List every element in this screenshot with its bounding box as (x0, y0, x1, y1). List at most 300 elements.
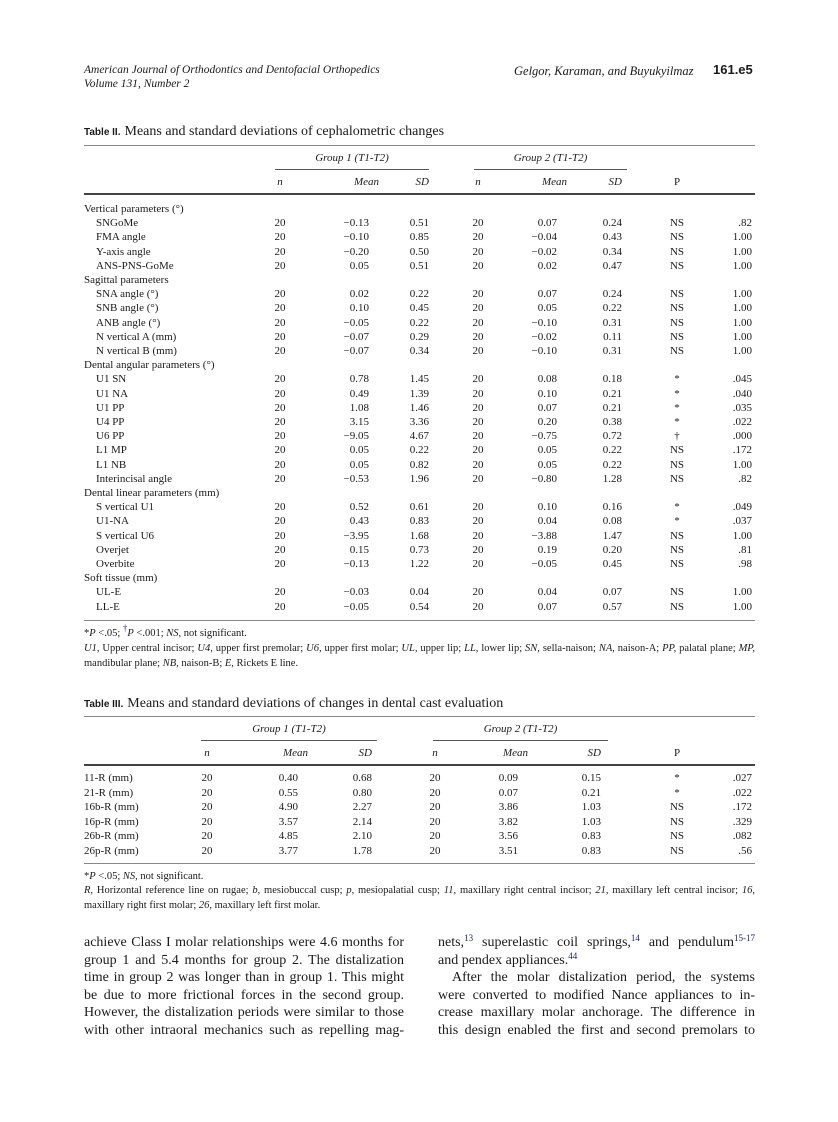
mean-g1-cell: −0.10 (343, 231, 369, 244)
p-value-cell: .040 (732, 387, 752, 400)
row-label: FMA angle (96, 231, 146, 244)
p-value-cell: 1.00 (732, 345, 752, 357)
n-g1-cell: 20 (274, 387, 286, 400)
table-row (0, 345, 838, 359)
table-row (0, 231, 838, 245)
table3-group1-header: Group 1 (T1-T2) (252, 723, 326, 735)
text-run: naison-A; (614, 643, 663, 654)
p-value-cell: .172 (732, 801, 752, 814)
n-g1-cell: 20 (274, 231, 286, 244)
text-run: palatal plane; (676, 643, 739, 654)
text-line (438, 1022, 755, 1040)
p-value-cell: 1.00 (732, 458, 752, 471)
table-row (0, 801, 838, 815)
n-g2-cell: 20 (472, 430, 484, 443)
p-value-cell: 1.00 (732, 259, 752, 272)
n-g1-cell: 20 (274, 316, 286, 329)
n-g1-cell: 20 (274, 458, 286, 471)
mean-g2-cell: 0.08 (537, 373, 557, 386)
significance-cell: NS (669, 316, 685, 329)
text-run: NA, (598, 643, 615, 654)
superscript: 14 (630, 933, 640, 943)
text-run: * (84, 628, 90, 639)
text-run: maxillary left central incisor; (608, 885, 742, 896)
text-run: 16, (741, 885, 755, 896)
mean-g2-cell: 0.05 (537, 302, 557, 315)
sd-g1-cell: 1.78 (352, 845, 372, 857)
mean-g2-cell: −0.75 (531, 430, 557, 443)
row-label: N vertical B (mm) (96, 345, 177, 357)
n-g2-cell: 20 (472, 259, 484, 272)
sd-g1-cell: 3.36 (409, 416, 429, 428)
mean-g2-cell: 3.86 (498, 801, 518, 814)
significance-cell: NS (669, 558, 685, 570)
sd-g1-cell: 0.80 (352, 786, 372, 799)
table-row (0, 459, 838, 473)
table3-col-sd-g2: SD (587, 747, 601, 759)
table-section-row (0, 359, 838, 373)
row-label: U4 PP (96, 416, 125, 428)
table3-col-sd-g1: SD (358, 747, 372, 759)
n-g2-cell: 20 (472, 515, 484, 528)
row-label: SNB angle (°) (96, 302, 159, 315)
text-run: UL, (401, 643, 418, 654)
mean-g2-cell: 0.09 (498, 772, 518, 784)
sd-g1-cell: 0.73 (409, 543, 429, 556)
sd-g1-cell: 2.27 (352, 801, 372, 814)
row-label: U1 NA (96, 387, 129, 400)
authors: Gelgor, Karaman, and Buyukyilmaz (514, 64, 694, 78)
n-g1-cell: 20 (274, 259, 286, 272)
text-run: and pendex appliances. (438, 952, 569, 968)
table2-col-mean-g2: Mean (541, 176, 567, 188)
significance-cell: NS (669, 815, 685, 828)
significance-cell: NS (669, 600, 685, 613)
table2-footnote-significance (84, 623, 247, 641)
mean-g1-cell: 4.90 (278, 801, 298, 814)
section-label: Vertical parameters (°) (84, 203, 184, 215)
row-label: SNGoMe (96, 217, 139, 230)
body-column-right (438, 934, 755, 1040)
n-g2-cell: 20 (429, 772, 441, 784)
sd-g1-cell: 0.34 (409, 345, 429, 357)
mean-g1-cell: 0.05 (349, 444, 369, 457)
significance-cell: NS (669, 217, 685, 230)
sd-g1-cell: 0.51 (409, 217, 429, 230)
table-section-row (0, 572, 838, 586)
text-run: 21, (595, 885, 609, 896)
text-run: upper first molar; (321, 643, 402, 654)
sd-g1-cell: 0.68 (352, 772, 372, 784)
table2-col-mean-g1: Mean (353, 176, 379, 188)
sd-g2-cell: 0.22 (602, 444, 622, 457)
sd-g1-cell: 2.14 (352, 815, 372, 828)
text-run: crease maxillary molar anchorage. The difference in (438, 1005, 755, 1021)
significance-cell: * (674, 416, 680, 428)
text-run: group 1 and 5.4 months for group 2. The distalization (84, 952, 404, 968)
mean-g1-cell: 0.02 (349, 288, 369, 301)
table-row (0, 260, 838, 274)
text-line (84, 1004, 404, 1022)
text-run: superelastic coil springs, (473, 935, 631, 950)
text-run: achieve Class I molar relationships were 4.6 months for (84, 935, 404, 950)
mean-g1-cell: 1.08 (349, 401, 369, 414)
text-run: MP, (738, 643, 755, 654)
row-label: 26b-R (mm) (84, 830, 139, 843)
table2-title: Means and standard deviations of cephalometric changes (124, 124, 445, 139)
p-value-cell: .81 (738, 543, 752, 556)
sd-g1-cell: 2.10 (352, 830, 372, 843)
p-value-cell: .022 (732, 786, 752, 799)
table2-top-rule (84, 145, 755, 146)
text-run: nets, (438, 935, 465, 950)
n-g1-cell: 20 (201, 786, 213, 799)
text-run: R, (84, 885, 94, 896)
p-value-cell: .82 (738, 217, 752, 230)
sd-g1-cell: 1.96 (409, 472, 429, 485)
n-g2-cell: 20 (429, 801, 441, 814)
n-g2-cell: 20 (472, 458, 484, 471)
sd-g2-cell: 0.20 (602, 543, 622, 556)
p-value-cell: .98 (738, 558, 752, 570)
sd-g1-cell: 0.61 (409, 501, 429, 514)
n-g1-cell: 20 (274, 600, 286, 613)
table2-col-n-g1: n (277, 176, 283, 188)
sd-g2-cell: 0.08 (602, 515, 622, 528)
significance-cell: * (674, 772, 680, 784)
sd-g2-cell: 0.22 (602, 458, 622, 471)
text-run: However, the distalization periods were similar to those (84, 1005, 404, 1021)
n-g2-cell: 20 (472, 543, 484, 556)
table3-footnote-abbreviations (84, 883, 755, 913)
mean-g2-cell: 3.82 (498, 815, 518, 828)
significance-cell: NS (669, 259, 685, 272)
mean-g1-cell: 4.85 (278, 830, 298, 843)
sd-g2-cell: 0.47 (602, 259, 622, 272)
n-g1-cell: 20 (201, 801, 213, 814)
text-run: 26, (198, 900, 213, 911)
table-row (0, 830, 838, 844)
text-run: not significant. (181, 628, 247, 639)
n-g2-cell: 20 (472, 245, 484, 258)
p-value-cell: 1.00 (732, 245, 752, 258)
text-run: b, (252, 885, 261, 896)
n-g2-cell: 20 (429, 830, 441, 843)
row-label: Overbite (96, 558, 135, 570)
sd-g2-cell: 0.38 (602, 416, 622, 428)
row-label: ANS-PNS-GoMe (96, 259, 174, 272)
table2-col-n-g2: n (475, 176, 481, 188)
n-g2-cell: 20 (472, 401, 484, 414)
text-run: P (89, 628, 96, 639)
row-label: Overjet (96, 543, 129, 556)
table-row (0, 288, 838, 302)
table-row (0, 772, 838, 786)
n-g2-cell: 20 (472, 600, 484, 613)
text-run: 11, (443, 885, 457, 896)
sd-g2-cell: 0.83 (581, 845, 601, 857)
sd-g2-cell: 0.22 (602, 302, 622, 315)
significance-cell: NS (669, 330, 685, 343)
sd-g2-cell: 0.21 (602, 401, 622, 414)
n-g1-cell: 20 (274, 416, 286, 428)
table3-col-n-g2: n (432, 747, 438, 759)
table-row (0, 544, 838, 558)
table-row (0, 444, 838, 458)
significance-cell: NS (669, 845, 685, 857)
p-value-cell: 1.00 (732, 231, 752, 244)
sd-g2-cell: 1.03 (581, 815, 601, 828)
p-value-cell: .035 (732, 401, 752, 414)
mean-g1-cell: 0.10 (349, 302, 369, 315)
significance-cell: NS (669, 288, 685, 301)
significance-cell: NS (669, 543, 685, 556)
mean-g1-cell: 3.77 (278, 845, 298, 857)
significance-cell: * (674, 373, 680, 386)
row-label: 26p-R (mm) (84, 845, 139, 857)
text-run: PP, (662, 643, 677, 654)
table2-group2-underline (474, 169, 627, 170)
text-run: U6, (306, 643, 322, 654)
mean-g2-cell: 0.19 (537, 543, 557, 556)
row-label: LL-E (96, 600, 120, 613)
mean-g2-cell: 0.07 (537, 600, 557, 613)
mean-g2-cell: −0.04 (531, 231, 557, 244)
table2-group1-header: Group 1 (T1-T2) (315, 152, 389, 164)
sd-g2-cell: 0.24 (602, 217, 622, 230)
n-g1-cell: 20 (274, 288, 286, 301)
mean-g2-cell: −0.10 (531, 316, 557, 329)
p-value-cell: .56 (738, 845, 752, 857)
text-line (438, 934, 755, 952)
text-run: upper lip; (417, 643, 465, 654)
text-run: not significant. (137, 871, 204, 882)
text-run: After the molar distalization period, the systems (438, 970, 755, 986)
p-value-cell: .049 (732, 501, 752, 514)
table-row (0, 530, 838, 544)
table2-col-p: P (673, 176, 681, 188)
text-run: p, (346, 885, 355, 896)
sd-g2-cell: 0.34 (602, 245, 622, 258)
n-g2-cell: 20 (472, 558, 484, 570)
mean-g2-cell: 0.07 (498, 786, 518, 799)
significance-cell: NS (669, 302, 685, 315)
n-g2-cell: 20 (472, 302, 484, 315)
table-row (0, 430, 838, 444)
mean-g1-cell: −0.07 (343, 345, 369, 357)
n-g2-cell: 20 (472, 288, 484, 301)
text-run: P (89, 871, 96, 882)
table2-label: Table II. (84, 127, 121, 138)
sd-g1-cell: 1.46 (409, 401, 429, 414)
sd-g2-cell: 0.45 (602, 558, 622, 570)
mean-g1-cell: 0.55 (278, 786, 298, 799)
sd-g1-cell: 0.50 (409, 245, 429, 258)
mean-g2-cell: −0.80 (531, 472, 557, 485)
mean-g2-cell: 0.02 (537, 259, 557, 272)
p-value-cell: 1.00 (732, 330, 752, 343)
text-run: NS, (166, 628, 182, 639)
p-value-cell: .82 (738, 472, 752, 485)
text-line (438, 952, 755, 970)
text-run: NB, (162, 658, 179, 669)
text-run: be due to more frictional forces in the second group. (84, 987, 404, 1003)
table2-col-sd-g1: SD (415, 176, 429, 188)
superscript: 15-17 (734, 933, 755, 943)
journal-title: American Journal of Orthodontics and Dentofacial Orthopedics (84, 64, 380, 76)
mean-g2-cell: 0.07 (537, 401, 557, 414)
table3-group2-header: Group 2 (T1-T2) (483, 723, 558, 735)
table-row (0, 558, 838, 572)
row-label: 11-R (mm) (84, 772, 133, 784)
text-run: SN, (525, 643, 540, 654)
mean-g1-cell: 0.15 (349, 543, 369, 556)
sd-g2-cell: 1.03 (581, 801, 601, 814)
superscript: 13 (464, 933, 474, 943)
sd-g2-cell: 0.11 (603, 330, 622, 343)
table2-group1-underline (275, 169, 429, 170)
mean-g1-cell: −0.13 (343, 217, 369, 230)
p-value-cell: .027 (732, 772, 752, 784)
significance-cell: NS (669, 458, 685, 471)
text-run: Rickets E line. (233, 658, 299, 669)
table-row (0, 816, 838, 830)
text-line (84, 934, 404, 952)
table3-caption (84, 696, 503, 712)
n-g2-cell: 20 (472, 330, 484, 343)
text-run: mesiobuccal cusp; (260, 885, 347, 896)
text-run: <.05; (95, 871, 123, 882)
n-g1-cell: 20 (274, 558, 286, 570)
sd-g2-cell: 0.31 (602, 345, 622, 357)
text-run: U1, (84, 643, 100, 654)
sd-g2-cell: 1.47 (602, 529, 622, 542)
n-g1-cell: 20 (274, 330, 286, 343)
row-label: S vertical U1 (96, 501, 155, 514)
sd-g1-cell: 4.67 (409, 430, 429, 443)
table3-label: Table III. (84, 699, 124, 710)
n-g2-cell: 20 (472, 529, 484, 542)
n-g1-cell: 20 (201, 830, 213, 843)
sd-g1-cell: 0.45 (409, 302, 429, 315)
text-run: maxillary right first molar; (84, 900, 199, 911)
section-label: Dental angular parameters (°) (84, 359, 215, 372)
n-g1-cell: 20 (274, 515, 286, 528)
row-label: S vertical U6 (96, 529, 155, 542)
table-row (0, 217, 838, 231)
mean-g1-cell: 0.43 (349, 515, 369, 528)
table-row (0, 845, 838, 859)
row-label: U1-NA (96, 515, 129, 528)
text-run: mesiopalatial cusp; (354, 885, 444, 896)
sd-g1-cell: 0.22 (409, 444, 429, 457)
mean-g1-cell: 0.05 (349, 458, 369, 471)
table-row (0, 317, 838, 331)
table3-top-rule (84, 716, 755, 717)
sd-g2-cell: 0.72 (602, 430, 622, 443)
sd-g1-cell: 1.22 (409, 558, 429, 570)
mean-g1-cell: −0.53 (343, 472, 369, 485)
significance-cell: NS (669, 529, 685, 542)
mean-g1-cell: −0.13 (343, 558, 369, 570)
sd-g2-cell: 0.31 (602, 316, 622, 329)
mean-g2-cell: 0.07 (537, 288, 557, 301)
mean-g2-cell: −0.02 (531, 330, 557, 343)
significance-cell: NS (669, 830, 685, 843)
text-run: <.05; (95, 628, 123, 639)
mean-g2-cell: 0.07 (537, 217, 557, 230)
p-value-cell: .172 (732, 444, 752, 457)
table3-header-rule (84, 764, 755, 766)
significance-cell: NS (669, 444, 685, 457)
page-number: 161.e5 (713, 62, 753, 77)
text-line (84, 952, 404, 970)
mean-g1-cell: −0.03 (343, 586, 369, 599)
sd-g1-cell: 0.82 (409, 458, 429, 471)
mean-g2-cell: 0.04 (537, 586, 557, 599)
superscript: † (122, 623, 128, 633)
sd-g2-cell: 0.43 (602, 231, 622, 244)
table-row (0, 501, 838, 515)
mean-g2-cell: −0.02 (531, 245, 557, 258)
table-row (0, 601, 838, 615)
row-label: Interincisal angle (96, 472, 173, 485)
section-label: Sagittal parameters (84, 274, 169, 286)
table3-col-p: P (673, 747, 681, 759)
text-run: mandibular plane; (84, 658, 163, 669)
text-run: maxillary left first molar. (212, 900, 321, 911)
n-g1-cell: 20 (274, 345, 286, 357)
n-g2-cell: 20 (472, 416, 484, 428)
sd-g2-cell: 0.57 (602, 600, 622, 613)
sd-g2-cell: 0.21 (602, 387, 622, 400)
sd-g2-cell: 0.24 (602, 288, 622, 301)
significance-cell: NS (669, 245, 685, 258)
mean-g1-cell: −0.20 (343, 245, 369, 258)
n-g1-cell: 20 (274, 501, 286, 514)
p-value-cell: .082 (732, 830, 752, 843)
mean-g1-cell: −9.05 (343, 430, 369, 443)
n-g1-cell: 20 (274, 430, 286, 443)
row-label: 21-R (mm) (84, 786, 134, 799)
table3-col-n-g1: n (204, 747, 210, 759)
mean-g2-cell: 0.05 (537, 444, 557, 457)
significance-cell: * (674, 401, 680, 414)
table-section-row (0, 487, 838, 501)
n-g1-cell: 20 (274, 245, 286, 258)
p-value-cell: 1.00 (732, 529, 752, 542)
row-label: 16b-R (mm) (84, 801, 139, 814)
mean-g1-cell: 3.15 (349, 416, 369, 428)
sd-g2-cell: 0.16 (602, 501, 622, 514)
sd-g1-cell: 0.83 (409, 515, 429, 528)
mean-g1-cell: −3.95 (343, 529, 369, 542)
p-value-cell: 1.00 (732, 600, 752, 613)
text-run: * (84, 871, 90, 882)
n-g2-cell: 20 (472, 217, 484, 230)
row-label: L1 NB (96, 458, 127, 471)
text-run: sella-naison; (539, 643, 599, 654)
p-value-cell: .000 (732, 430, 752, 443)
table-row (0, 416, 838, 430)
text-run: E, (224, 658, 234, 669)
table3-col-mean-g1: Mean (282, 747, 308, 759)
significance-cell: * (674, 387, 680, 400)
text-run: NS, (122, 871, 138, 882)
n-g1-cell: 20 (201, 772, 213, 784)
row-label: SNA angle (°) (96, 288, 159, 301)
n-g2-cell: 20 (429, 845, 441, 857)
